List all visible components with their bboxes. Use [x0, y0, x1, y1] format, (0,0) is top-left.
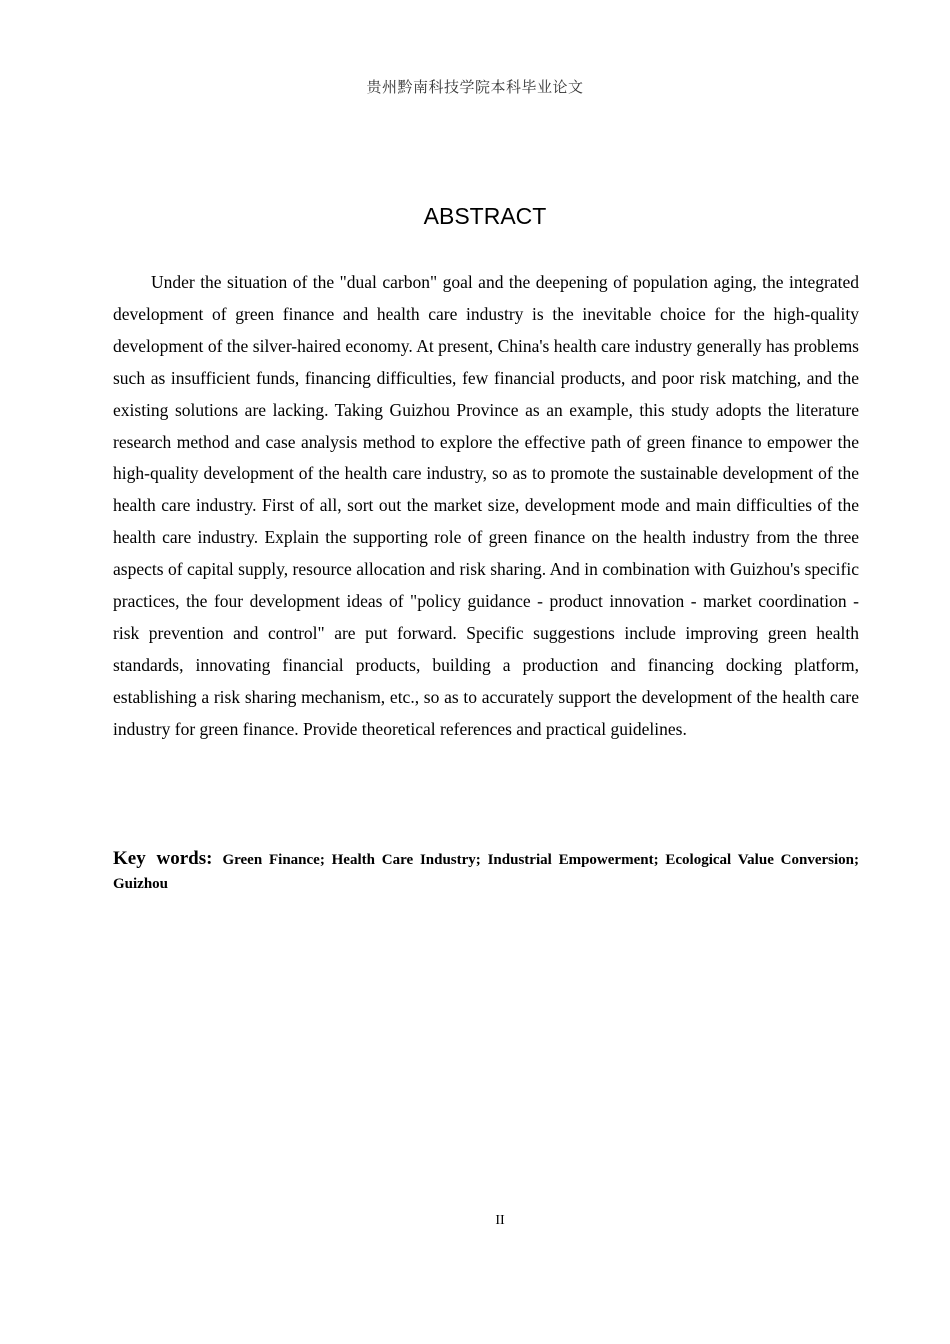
keywords-label: Key words:: [113, 848, 213, 869]
running-header: 贵州黔南科技学院本科毕业论文: [366, 78, 584, 96]
keywords-paragraph: [113, 847, 859, 896]
abstract-title: ABSTRACT: [423, 203, 547, 229]
abstract-body: Under the situation of the "dual carbon" goal and the deepening of population aging, the integrated development of green finance and health care industry is the inevitable choice for the high-quality development of the silver-haired economy. At present, China's health care industry generally has problems such as insufficient funds, financing difficulties, few financial products, and poor risk matching, and the existing solutions are lacking. Taking Guizhou Province as an example, this study adopts the literature research method and case analysis method to explore the effective path of green finance to empower the high-quality development of the health care industry, so as to promote the sustainable development of the health care industry. First of all, sort out the market size, development mode and main difficulties of the health care industry. Explain the supporting role of green finance on the health industry from the three aspects of capital supply, resource allocation and risk sharing. And in combination with Guizhou's specific practices, the four development ideas of "policy guidance - product innovation - market coordination - risk prevention and control" are put forward. Specific suggestions include improving green health standards, innovating financial products, building a production and financing docking platform, establishing a risk sharing mechanism, etc., so as to accurately support the development of the health care industry for green finance. Provide theoretical references and practical guidelines.: [113, 272, 859, 739]
page-number: II: [495, 1213, 505, 1228]
keywords-text: Green Finance; Health Care Industry; Industrial Empowerment; Ecological Value Conversion; Guizhou: [113, 852, 859, 892]
